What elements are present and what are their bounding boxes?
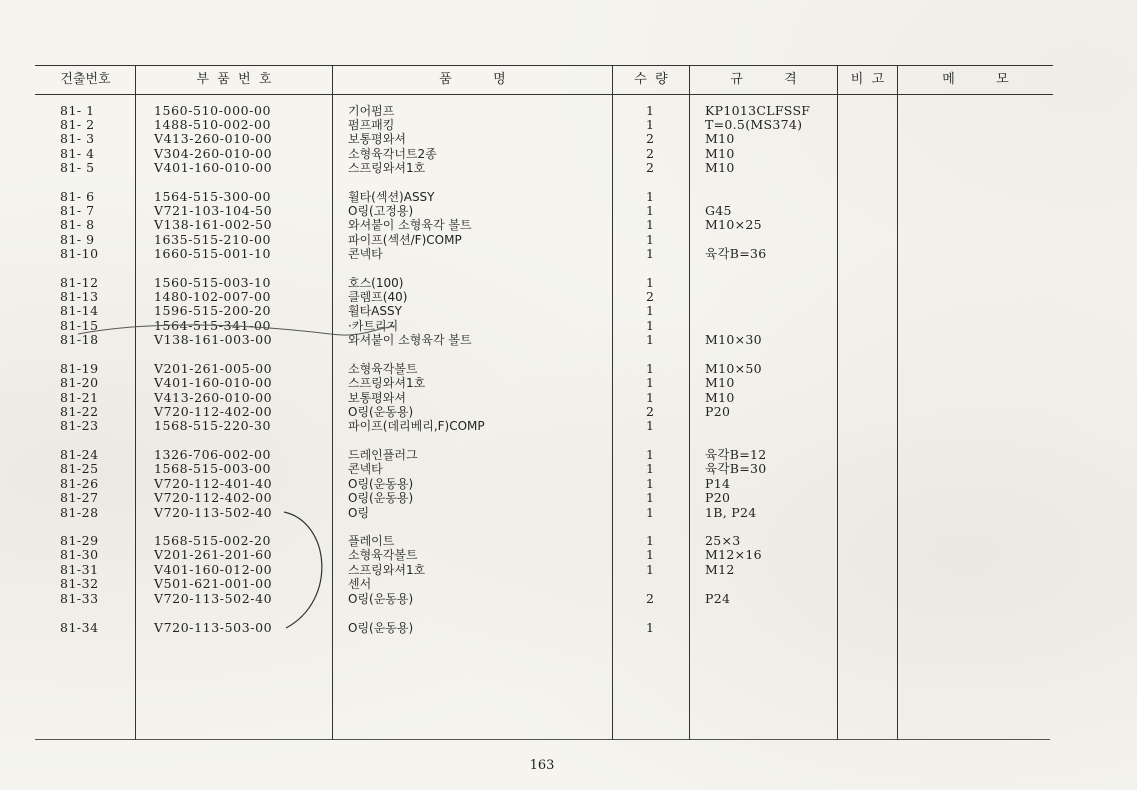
- quantity: 2: [646, 131, 654, 146]
- quantity: 1: [646, 318, 654, 333]
- part-number: V721-103-104-50: [154, 203, 273, 218]
- specification: KP1013CLFSSF: [705, 103, 811, 118]
- specification: P20: [705, 404, 731, 419]
- row-number: 81- 2: [60, 117, 95, 132]
- header-spec: 규 격: [730, 72, 797, 87]
- quantity: 1: [646, 620, 654, 635]
- row-number: 81-18: [60, 332, 99, 347]
- specification: 25×3: [705, 533, 741, 548]
- part-name: O링(운동용): [348, 491, 414, 505]
- quantity: 2: [646, 591, 654, 606]
- specification: M10×25: [705, 217, 762, 232]
- row-number: 81- 6: [60, 189, 95, 204]
- part-number: 1326-706-002-00: [154, 447, 272, 462]
- part-number: 1568-515-003-00: [154, 461, 272, 476]
- row-number: 81- 5: [60, 160, 95, 175]
- part-number: V304-260-010-00: [154, 146, 273, 161]
- row-number: 81-12: [60, 275, 99, 290]
- part-number: 1488-510-002-00: [154, 117, 272, 132]
- row-number: 81- 3: [60, 131, 95, 146]
- row-number: 81- 1: [60, 103, 95, 118]
- row-number: 81-27: [60, 490, 99, 505]
- part-name: 센서: [348, 577, 372, 591]
- part-name: O링: [348, 506, 370, 520]
- part-number: V401-160-010-00: [154, 375, 273, 390]
- quantity: 1: [646, 447, 654, 462]
- part-number: 1660-515-001-10: [154, 246, 272, 261]
- part-number: 1635-515-210-00: [154, 232, 272, 247]
- quantity: 1: [646, 275, 654, 290]
- part-number: V401-160-012-00: [154, 562, 273, 577]
- specification: M12: [705, 562, 735, 577]
- quantity: 2: [646, 404, 654, 419]
- row-number: 81-26: [60, 476, 99, 491]
- specification: M10: [705, 390, 735, 405]
- part-number: 1568-515-002-20: [154, 533, 272, 548]
- row-number: 81- 7: [60, 203, 95, 218]
- part-name: 파이프(데리베리,F)COMP: [348, 419, 485, 433]
- part-name: O링(고정용): [348, 204, 414, 218]
- part-name: 휠타ASSY: [348, 304, 402, 318]
- part-number: V720-112-402-00: [154, 404, 273, 419]
- quantity: 1: [646, 361, 654, 376]
- part-name: 와셔붙이 소형육각 볼트: [348, 218, 472, 232]
- row-number: 81-22: [60, 404, 99, 419]
- specification: M10: [705, 131, 735, 146]
- specification: M10: [705, 146, 735, 161]
- specification: M10: [705, 375, 735, 390]
- quantity: 1: [646, 490, 654, 505]
- part-number: 1568-515-220-30: [154, 418, 272, 433]
- header-no: 건출번호: [60, 72, 111, 87]
- quantity: 1: [646, 232, 654, 247]
- part-name: 소형육각볼트: [348, 548, 418, 562]
- part-number: 1596-515-200-20: [154, 303, 272, 318]
- row-number: 81-34: [60, 620, 99, 635]
- quantity: 1: [646, 533, 654, 548]
- quantity: 1: [646, 562, 654, 577]
- part-number: V201-261-201-60: [154, 547, 273, 562]
- quantity: 1: [646, 303, 654, 318]
- row-number: 81-15: [60, 318, 99, 333]
- row-number: 81-28: [60, 505, 99, 520]
- part-number: 1560-515-003-10: [154, 275, 272, 290]
- row-number: 81-24: [60, 447, 99, 462]
- part-name: 스프링와셔1호: [348, 376, 426, 390]
- part-name: O링(운동용): [348, 405, 414, 419]
- specification: 육각B=36: [705, 246, 767, 261]
- quantity: 2: [646, 146, 654, 161]
- row-number: 81- 9: [60, 232, 95, 247]
- part-number: V720-112-402-00: [154, 490, 273, 505]
- quantity: 1: [646, 103, 654, 118]
- row-number: 81-21: [60, 390, 99, 405]
- row-number: 81-29: [60, 533, 99, 548]
- part-name: 보통평와셔: [348, 391, 406, 405]
- quantity: 1: [646, 246, 654, 261]
- bracket-mark: [284, 512, 322, 628]
- part-number: V720-112-401-40: [154, 476, 273, 491]
- row-number: 81-25: [60, 461, 99, 476]
- part-number: 1560-510-000-00: [154, 103, 272, 118]
- quantity: 1: [646, 117, 654, 132]
- part-name: O링(운동용): [348, 592, 414, 606]
- row-number: 81-32: [60, 576, 99, 591]
- part-number: 1480-102-007-00: [154, 289, 272, 304]
- part-number: V138-161-003-00: [154, 332, 273, 347]
- part-name: 클렘프(40): [348, 290, 408, 304]
- part-name: 소형육각볼트: [348, 362, 418, 376]
- quantity: 1: [646, 189, 654, 204]
- part-name: 와셔붙이 소형육각 볼트: [348, 333, 472, 347]
- part-name: O링(운동용): [348, 621, 414, 635]
- row-number: 81-31: [60, 562, 99, 577]
- part-number: V201-261-005-00: [154, 361, 273, 376]
- part-name: 플레이트: [348, 534, 395, 548]
- part-number: V720-113-502-40: [154, 505, 273, 520]
- row-number: 81- 8: [60, 217, 95, 232]
- header-qty: 수 량: [634, 72, 668, 87]
- row-number: 81-14: [60, 303, 99, 318]
- quantity: 1: [646, 547, 654, 562]
- part-number: V138-161-002-50: [154, 217, 273, 232]
- quantity: 1: [646, 461, 654, 476]
- part-number: V413-260-010-00: [154, 390, 273, 405]
- quantity: 2: [646, 289, 654, 304]
- part-name: ·카트리지: [348, 319, 399, 333]
- part-number: V501-621-001-00: [154, 576, 273, 591]
- header-memo: 메 모: [942, 72, 1009, 87]
- row-number: 81-10: [60, 246, 99, 261]
- specification: 1B, P24: [705, 505, 757, 520]
- quantity: 1: [646, 217, 654, 232]
- quantity: 1: [646, 375, 654, 390]
- part-name: 파이프(섹션/F)COMP: [348, 233, 462, 247]
- quantity: 1: [646, 203, 654, 218]
- part-name: 펌프패킹: [348, 118, 395, 132]
- part-name: 콘넥타: [348, 247, 383, 261]
- header-name: 품 명: [439, 72, 506, 87]
- specification: M10: [705, 160, 735, 175]
- part-name: 스프링와셔1호: [348, 161, 426, 175]
- header-remark: 비 고: [850, 72, 885, 87]
- page-number: 163: [529, 758, 555, 773]
- strike-line-mark: [78, 325, 395, 335]
- part-number: V413-260-010-00: [154, 131, 273, 146]
- quantity: 1: [646, 505, 654, 520]
- quantity: 1: [646, 418, 654, 433]
- specification: M10×30: [705, 332, 762, 347]
- part-number: V720-113-502-40: [154, 591, 273, 606]
- header-part-number: 부 품 번 호: [196, 72, 272, 87]
- part-name: 보통평와셔: [348, 132, 406, 146]
- part-name: O링(운동용): [348, 477, 414, 491]
- specification: P14: [705, 476, 731, 491]
- part-name: 휠타(섹션)ASSY: [348, 190, 435, 204]
- specification: P20: [705, 490, 731, 505]
- row-number: 81-33: [60, 591, 99, 606]
- row-number: 81-19: [60, 361, 99, 376]
- specification: 육각B=12: [705, 447, 767, 462]
- quantity: 1: [646, 390, 654, 405]
- specification: T=0.5(MS374): [705, 117, 803, 132]
- part-number: 1564-515-300-00: [154, 189, 272, 204]
- specification: M10×50: [705, 361, 762, 376]
- row-number: 81- 4: [60, 146, 95, 161]
- part-name: 콘넥타: [348, 462, 383, 476]
- part-name: 스프링와셔1호: [348, 563, 426, 577]
- part-name: 호스(100): [348, 276, 404, 290]
- specification: 육각B=30: [705, 461, 767, 476]
- quantity: 1: [646, 332, 654, 347]
- specification: M12×16: [705, 547, 762, 562]
- quantity: 2: [646, 160, 654, 175]
- specification: P24: [705, 591, 731, 606]
- part-number: V720-113-503-00: [154, 620, 273, 635]
- part-number: 1564-515-341-00: [154, 318, 272, 333]
- part-number: V401-160-010-00: [154, 160, 273, 175]
- row-number: 81-30: [60, 547, 99, 562]
- row-number: 81-20: [60, 375, 99, 390]
- quantity: 1: [646, 476, 654, 491]
- part-name: 기어펌프: [348, 104, 395, 118]
- row-number: 81-13: [60, 289, 99, 304]
- row-number: 81-23: [60, 418, 99, 433]
- part-name: 소형육각너트2종: [348, 147, 437, 161]
- part-name: 드레인플러그: [348, 448, 418, 462]
- specification: G45: [705, 203, 732, 218]
